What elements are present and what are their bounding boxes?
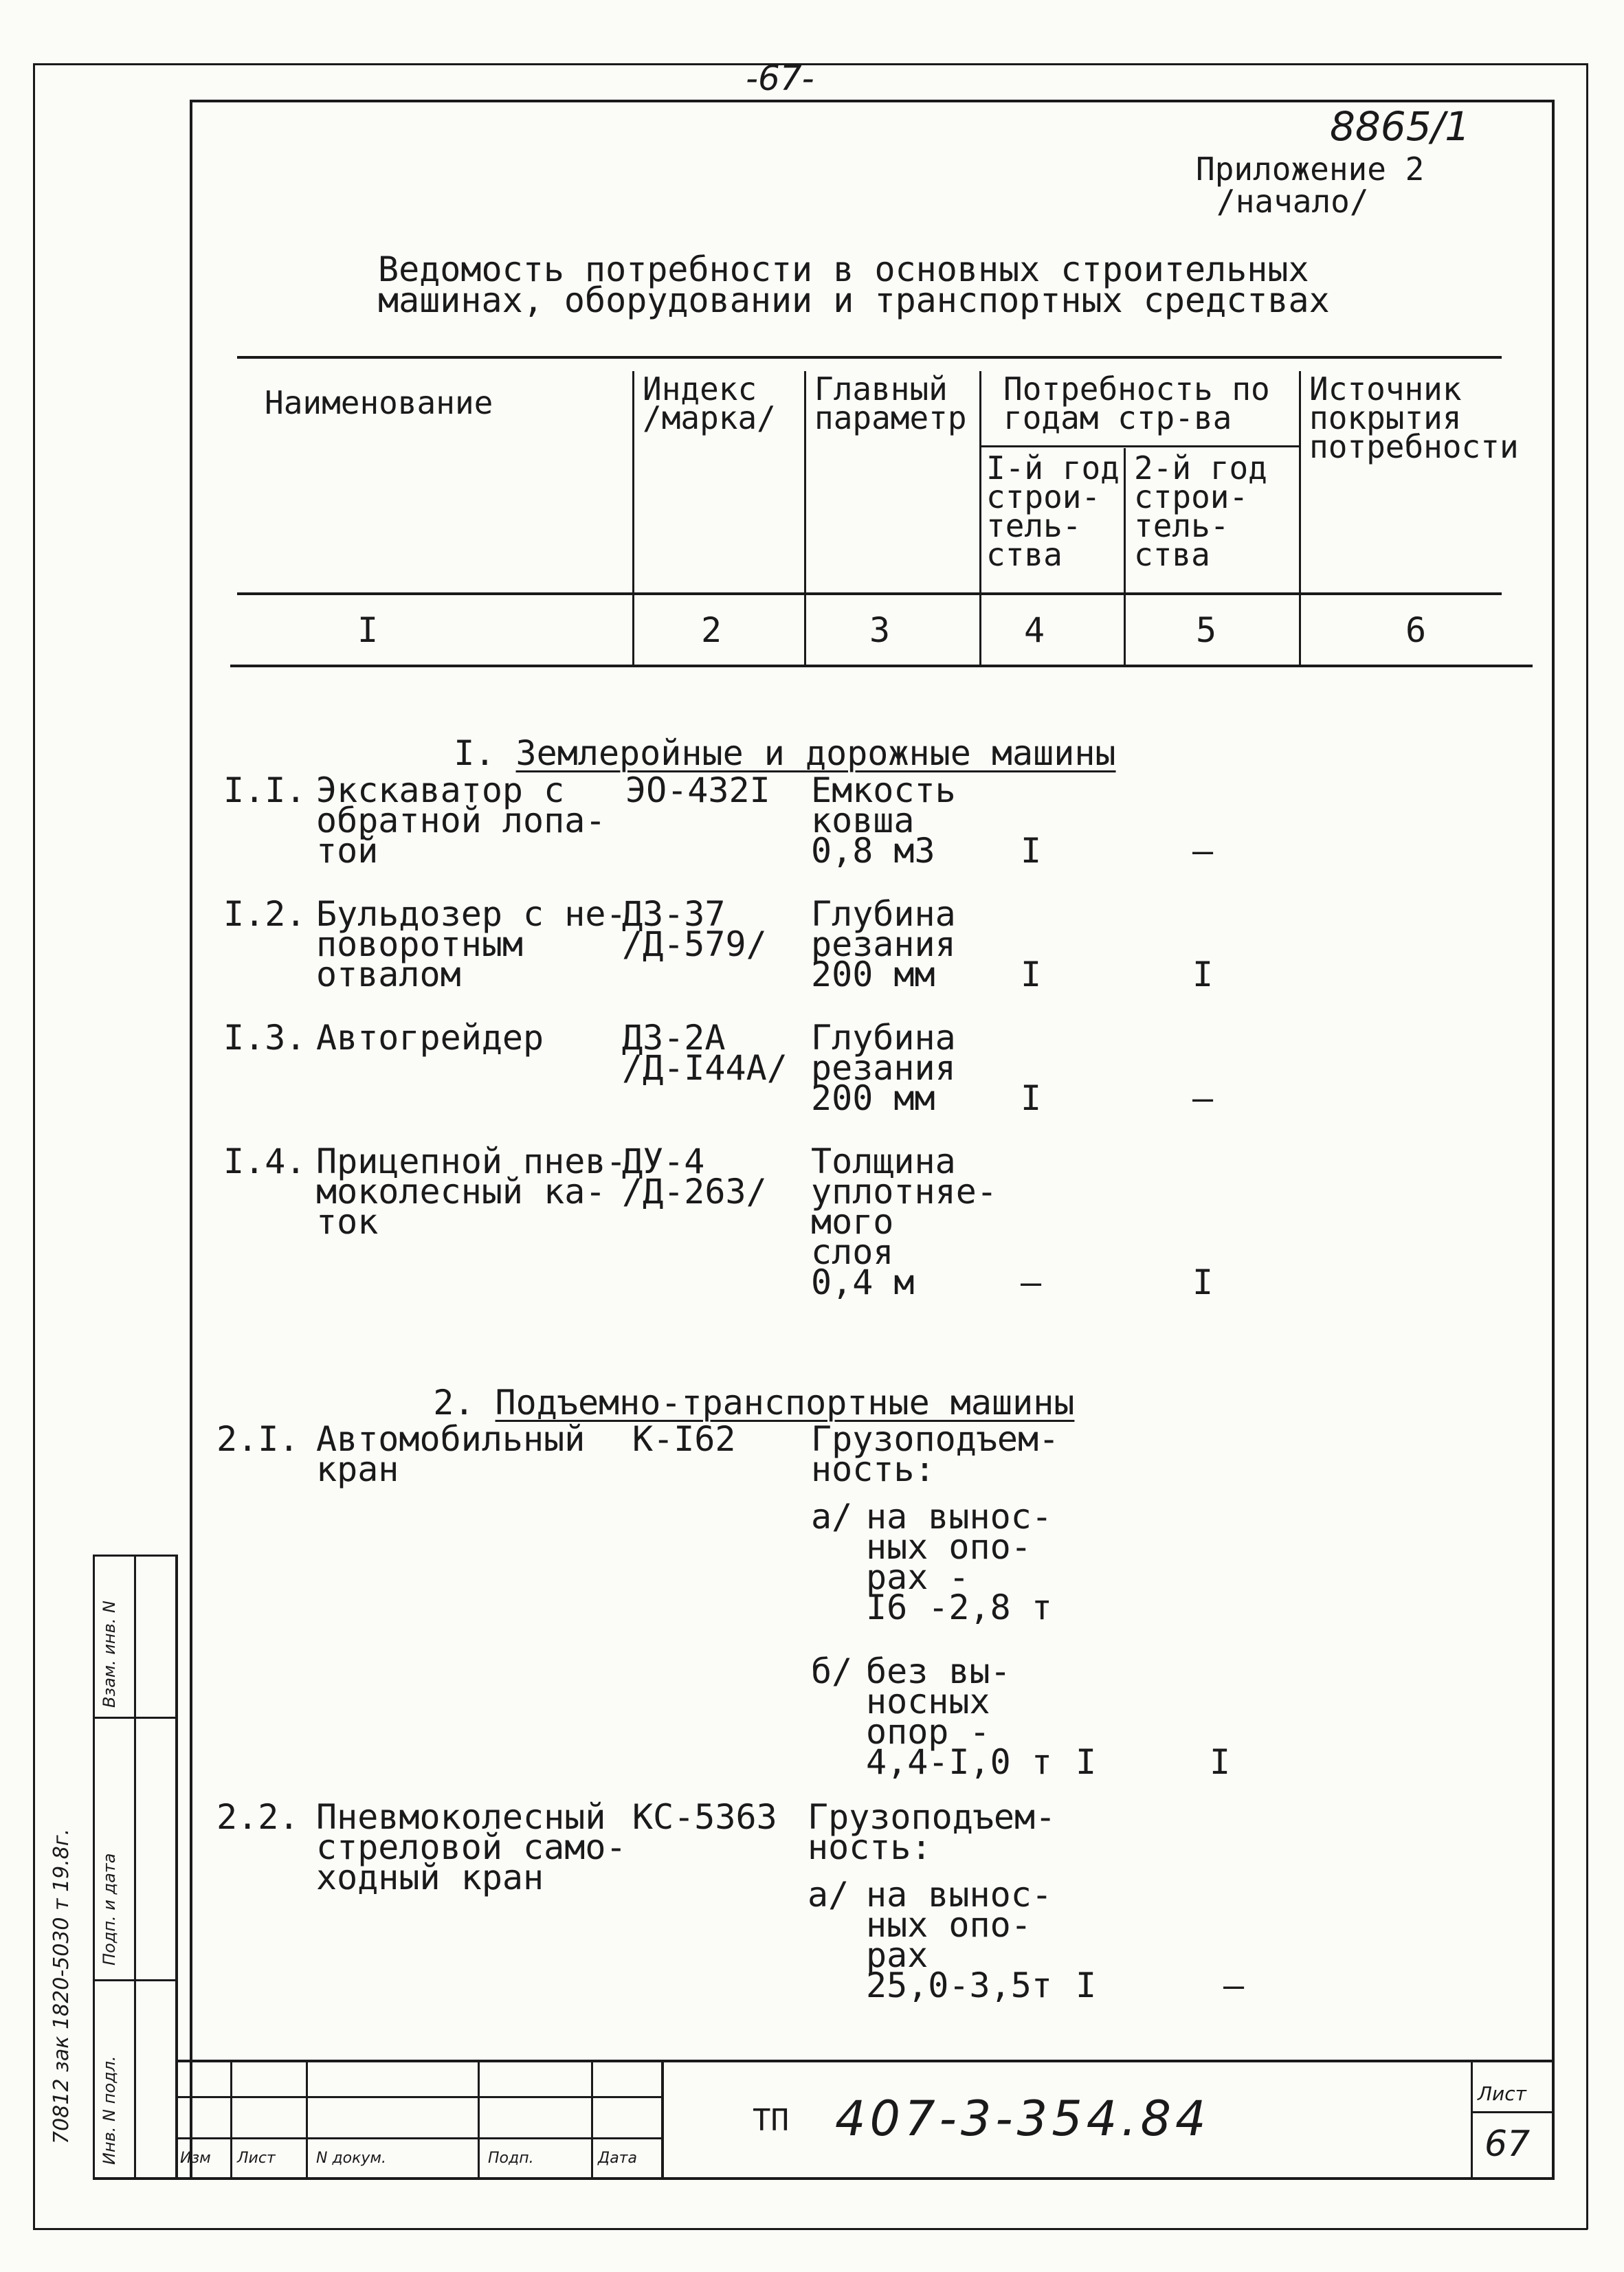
col-number-1: I — [357, 610, 379, 650]
margin-note: 70812 зак 1820-5030 т 19.8г. — [49, 1828, 74, 2144]
row-year1: – — [1021, 1262, 1042, 1302]
param-a-label: а/ — [811, 1497, 853, 1537]
stamp-col-data: Дата — [598, 2150, 637, 2167]
appendix-label: Приложение 2 — [1196, 151, 1425, 188]
stamp-sheet-number: 67 — [1484, 2124, 1531, 2165]
row-year1: I — [1021, 831, 1042, 871]
row-number: 2.I. — [216, 1419, 300, 1459]
row-number: I.I. — [223, 770, 307, 810]
row-param: Глубина резания 200 мм — [811, 894, 956, 994]
row-param: Грузоподъем- ность: — [811, 1419, 1060, 1489]
side-inv-label: Инв. N подл. — [100, 2056, 119, 2165]
col-number-6: 6 — [1405, 610, 1427, 650]
title-line2: машинах, оборудовании и транспортных средствах — [378, 280, 1330, 320]
row-year2: I — [1192, 1262, 1214, 1302]
header-need: Потребность по годам стр-ва — [1003, 370, 1270, 436]
col-number-5: 5 — [1196, 610, 1217, 650]
param-a: на вынос- ных опо- рах 25,0-3,5т — [866, 1875, 1052, 2005]
handwritten-number: 8865/1 — [1330, 103, 1471, 150]
row-index: КС-5363 — [632, 1797, 777, 1837]
row-year2: – — [1192, 1078, 1214, 1118]
row-name: Экскаватор с обратной лопа- той — [316, 770, 606, 871]
row-param: Емкость ковша 0,8 м3 — [811, 770, 956, 871]
stamp-col-ndok: N докум. — [316, 2150, 387, 2167]
header-year1: I-й год строи- тель- ства — [986, 449, 1120, 573]
section2-title: Подъемно-транспортные машины — [495, 1383, 1075, 1423]
row-param: Глубина резания 200 мм — [811, 1018, 956, 1118]
page-marker: -67- — [746, 58, 814, 98]
row-year2: I — [1192, 955, 1214, 994]
section1-number: I. — [454, 733, 496, 773]
appendix-note: /начало/ — [1216, 183, 1369, 220]
row-number: I.3. — [223, 1018, 307, 1058]
section1-title: Землеройные и дорожные машины — [515, 733, 1116, 773]
row-index: ДЗ-2А /Д-I44А/ — [622, 1018, 788, 1088]
stamp-doc-code: 407-3-354.84 — [835, 2091, 1210, 2147]
param-a: на вынос- ных опо- рах - I6 -2,8 т — [866, 1497, 1052, 1627]
row-name: Автогрейдер — [316, 1018, 544, 1058]
row-number: 2.2. — [216, 1797, 300, 1837]
side-podp-label: Подп. и дата — [100, 1853, 119, 1965]
section2-number: 2. — [433, 1383, 475, 1423]
stamp-sheet-label: Лист — [1478, 2082, 1526, 2105]
row-name: Автомобильный кран — [316, 1419, 586, 1489]
row-year2: I — [1210, 1742, 1231, 1782]
header-index: Индекс /марка/ — [643, 370, 776, 436]
row-year1: I — [1076, 1742, 1097, 1782]
row-number: I.2. — [223, 894, 307, 934]
row-year1: I — [1076, 1965, 1097, 2005]
param-b: без вы- носных опор - 4,4-I,0 т — [866, 1651, 1052, 1782]
section1-heading — [412, 708, 1116, 773]
stamp-doc-prefix: ТП — [753, 2103, 789, 2138]
row-name: Пневмоколесный стреловой само- ходный кран — [316, 1797, 627, 1897]
col-number-3: 3 — [869, 610, 891, 650]
row-year1: I — [1021, 955, 1042, 994]
header-param: Главный параметр — [814, 370, 967, 436]
row-year2: – — [1223, 1965, 1245, 2005]
col-number-2: 2 — [701, 610, 722, 650]
header-year2: 2-й год строи- тель- ства — [1134, 449, 1267, 573]
row-param: Грузоподъем- ность: — [808, 1797, 1056, 1867]
row-year2: – — [1192, 831, 1214, 871]
side-vzam-label: Взам. инв. N — [100, 1601, 119, 1708]
stamp-col-podp: Подп. — [488, 2150, 534, 2167]
title-line1: Ведомость потребности в основных строительных — [378, 249, 1309, 289]
row-name: Прицепной пнев- моколесный ка- ток — [316, 1141, 627, 1242]
row-index: К-I62 — [632, 1419, 736, 1459]
section2-heading — [392, 1357, 1075, 1423]
col-number-4: 4 — [1024, 610, 1045, 650]
row-name: Бульдозер с не- поворотным отвалом — [316, 894, 627, 994]
header-name: Наименование — [265, 384, 493, 421]
row-index: ДЗ-37 /Д-579/ — [622, 894, 767, 964]
stamp-col-list: Лист — [237, 2150, 276, 2167]
row-param: Толщина уплотняе- мого слоя 0,4 м — [811, 1141, 997, 1302]
row-number: I.4. — [223, 1141, 307, 1181]
row-index: ЭО-432I — [625, 770, 770, 810]
row-year1: I — [1021, 1078, 1042, 1118]
stamp-col-izm: Изм — [180, 2150, 211, 2167]
row-index: ДУ-4 /Д-263/ — [622, 1141, 767, 1212]
header-source: Источник покрытия потребности — [1309, 370, 1519, 465]
param-b-label: б/ — [811, 1651, 853, 1691]
param-a-label: а/ — [808, 1875, 849, 1915]
